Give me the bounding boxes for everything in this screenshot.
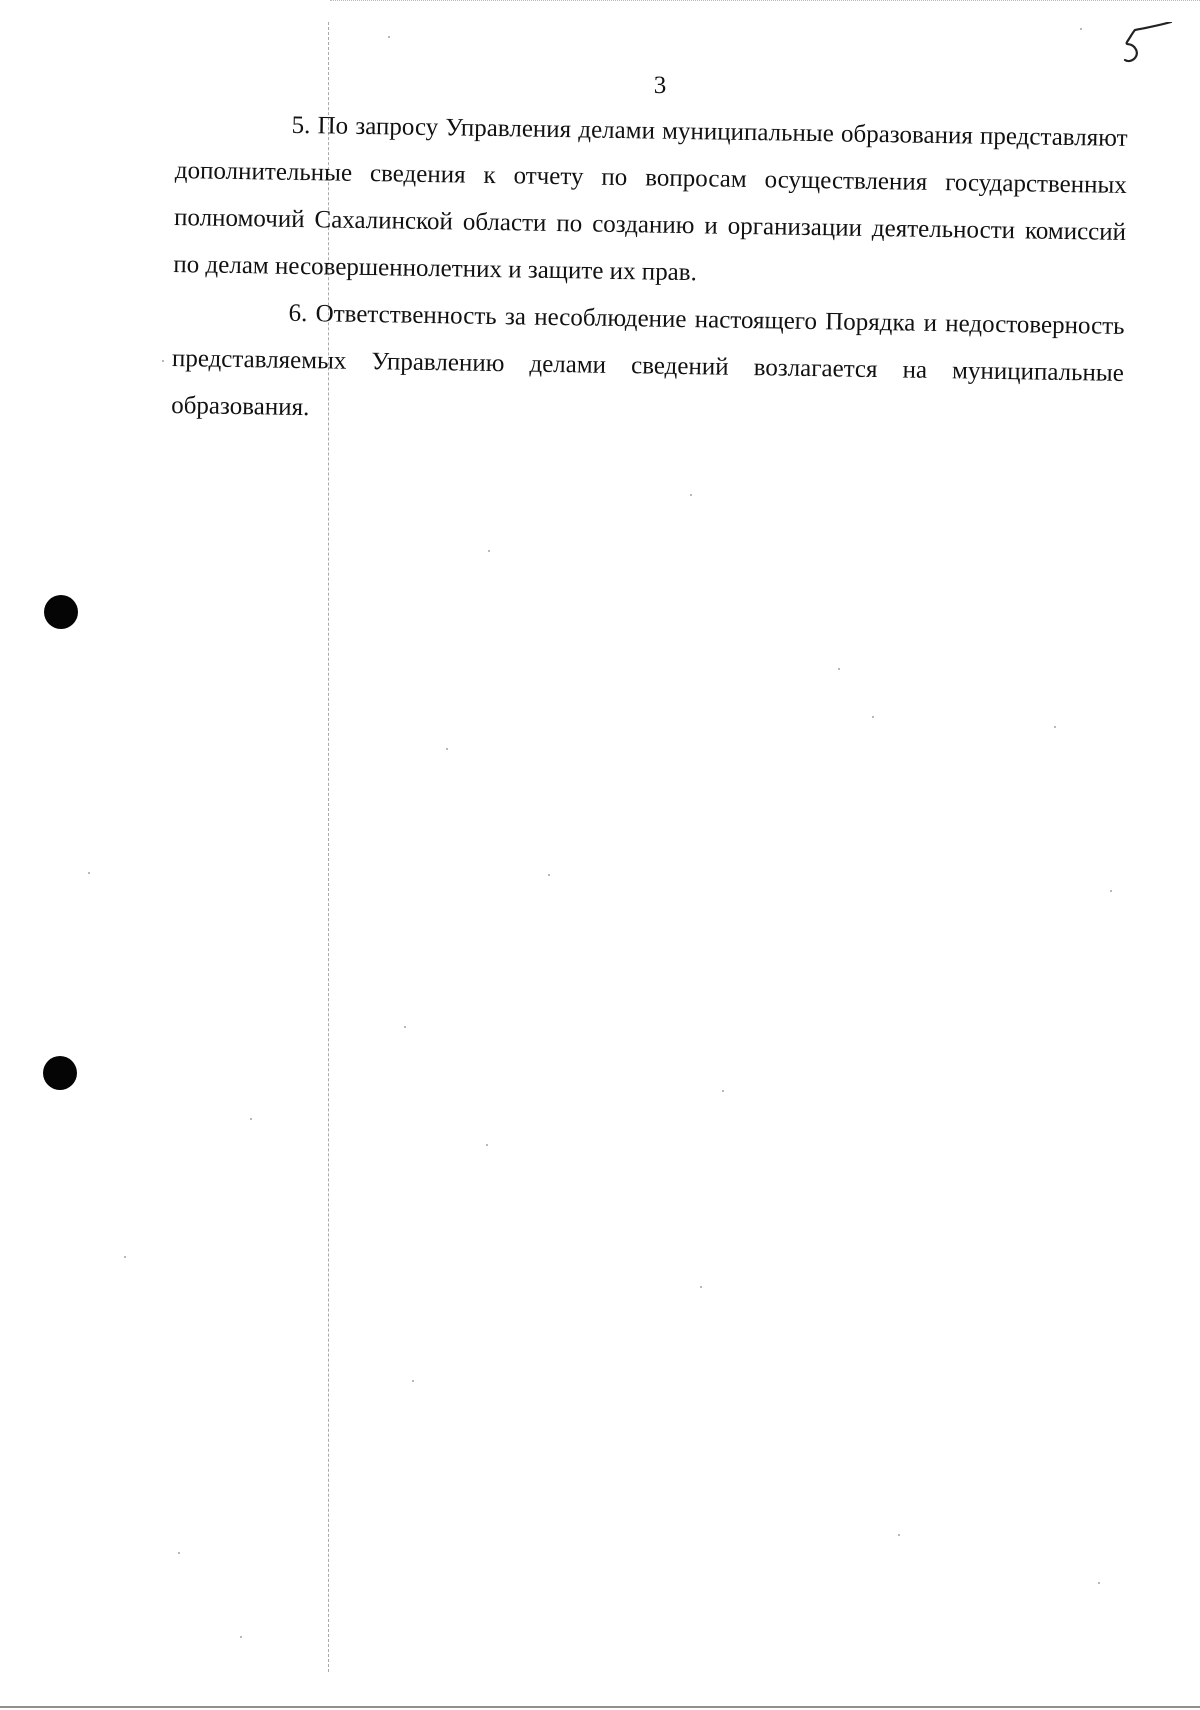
punch-hole-icon [44,595,78,629]
scan-speck [1110,890,1112,892]
paragraph-6 [171,288,1125,444]
scan-speck [388,36,390,38]
paragraph-text: Ответственность за несоблюдение настоящего Порядка и недостоверность представляемых Управлению делами сведений возлагается на муниципальные образования. [170,300,1125,422]
page-number: 3 [653,72,667,99]
scan-speck [488,550,490,552]
scan-speck [1054,726,1056,728]
document-body [171,100,1128,444]
scan-top-edge [330,0,1200,1]
scan-speck [1098,1582,1100,1584]
paragraph-number: 6. [288,299,308,328]
scan-speck [88,872,90,874]
paragraph-5 [173,100,1128,303]
scan-speck [872,716,874,718]
scan-speck [178,1552,180,1554]
scan-speck [838,668,840,670]
scan-speck [722,1090,724,1092]
scan-speck [124,1256,126,1258]
scan-speck [250,1118,252,1120]
scan-bottom-edge [0,1706,1200,1708]
paragraph-number: 5. [291,111,311,140]
handwritten-page-mark-icon [1115,22,1175,72]
scan-speck [412,1380,414,1382]
scan-speck [240,1636,242,1638]
scan-speck [1080,28,1082,30]
scan-speck [548,874,550,876]
scan-speck [404,1026,406,1028]
scan-speck [898,1534,900,1536]
scan-speck [486,1144,488,1146]
scan-speck [162,360,164,362]
paragraph-text: По запросу Управления делами муниципальные образования представляют дополнительные сведения к отчету по вопросам осуществления государственных полномочий Сахалинской области по созданию и организации деятельности комиссий по делам несовершеннолетних и защите их прав. [173,112,1128,287]
scan-speck [700,1286,702,1288]
scan-speck [690,494,692,496]
scan-speck [446,748,448,750]
punch-hole-icon [43,1056,77,1090]
